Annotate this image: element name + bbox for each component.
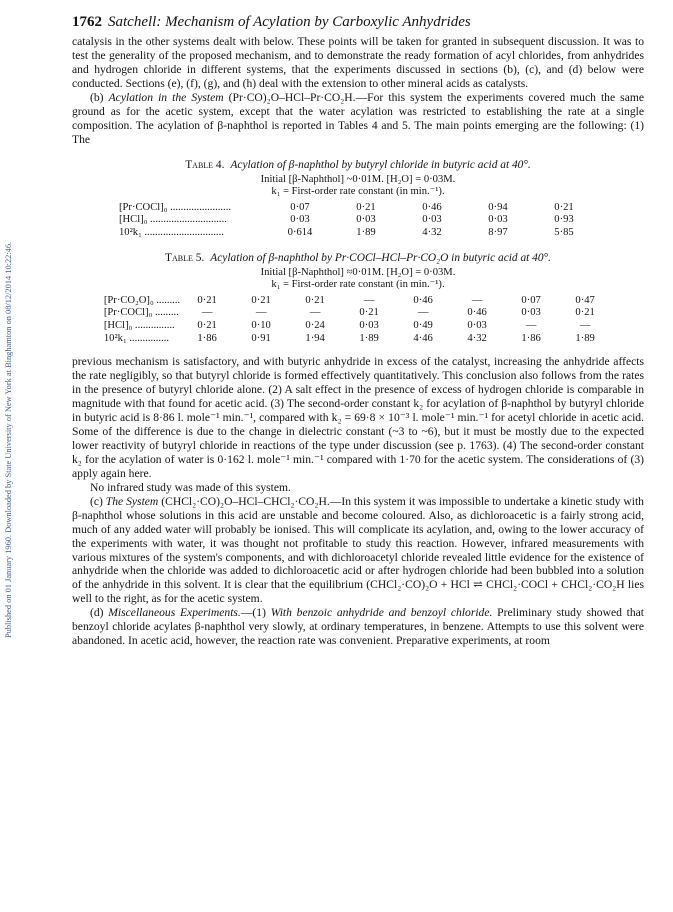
table-5-caption bbox=[72, 251, 644, 265]
row-label: [HCl]₀ ............................. bbox=[119, 214, 227, 226]
row-label: 10²k₁ .............................. bbox=[119, 227, 224, 238]
section-text-miscellaneous: Preliminary study showed that benzoyl chloride acylates β-naphthol very slowly, at ordinary temperatures, in benzene. Attempts to use this solvent were abandoned. In acetic acid, however, the reaction rate was convenient. Preparative experiments, at room bbox=[72, 606, 645, 648]
table-row bbox=[119, 214, 597, 227]
section-dash: —(1) bbox=[240, 606, 271, 620]
table-cell: 0·614 bbox=[287, 227, 313, 238]
table-5 bbox=[72, 251, 644, 346]
table-cell: 1·94 bbox=[305, 332, 325, 344]
table-cell: 0·21 bbox=[197, 294, 217, 306]
table-cell: 0·49 bbox=[413, 319, 433, 331]
running-title: Satchell: Mechanism of Acylation by Carboxylic Anhydrides bbox=[108, 14, 471, 30]
row-label: [HCl]₀ ............... bbox=[103, 319, 175, 331]
table-cell: — bbox=[201, 307, 213, 319]
table-cell: 0·03 bbox=[467, 319, 487, 331]
table-5-title: Acylation of β-naphthol by Pr·COCl–HCl–Pr·CO₂O in butyric acid at 40°. bbox=[210, 251, 551, 264]
table-cell: 0·21 bbox=[554, 201, 574, 213]
running-head bbox=[72, 12, 644, 32]
table-cell: 0·46 bbox=[467, 307, 487, 319]
table-cell: — bbox=[525, 319, 537, 331]
subsection-heading-benzoic: With benzoic anhydride and benzoyl chloride. bbox=[270, 606, 493, 620]
table-cell: 0·94 bbox=[488, 201, 508, 213]
table-row bbox=[104, 307, 612, 320]
table-4-caption bbox=[72, 158, 644, 172]
row-label: [Pr·COCl]₀ ......... bbox=[103, 307, 179, 319]
table-cell: — bbox=[417, 307, 429, 319]
table-4-conditions: Initial [β-Naphthol] ~0·01M. [H₂O] = 0·03M. bbox=[260, 173, 456, 185]
table-cell: 0·03 bbox=[521, 307, 541, 319]
table-cell: 0·21 bbox=[305, 294, 325, 306]
table-cell: 0·03 bbox=[290, 214, 310, 226]
table-cell: 4·32 bbox=[422, 227, 442, 238]
table-5-data bbox=[104, 295, 612, 345]
table-cell: 0·46 bbox=[413, 294, 433, 306]
table-cell: — bbox=[579, 319, 591, 331]
section-marker: (d) bbox=[90, 606, 109, 620]
section-marker: (c) bbox=[90, 494, 106, 508]
paragraph-dichloroacetic-system bbox=[72, 495, 644, 607]
table-cell: 0·21 bbox=[356, 201, 376, 213]
row-label: 10²k₁ ............... bbox=[103, 332, 170, 344]
table-cell: 1·89 bbox=[359, 332, 379, 344]
table-cell: 0·46 bbox=[422, 201, 442, 213]
table-row bbox=[104, 333, 612, 346]
table-cell: — bbox=[255, 307, 267, 319]
section-marker: (b) bbox=[90, 90, 109, 104]
table-5-label: Table 5. bbox=[165, 251, 205, 264]
table-cell: — bbox=[471, 294, 483, 306]
table-cell: 1·86 bbox=[197, 332, 217, 344]
table-cell: 5·85 bbox=[554, 227, 574, 238]
table-4 bbox=[72, 158, 644, 240]
table-5-conditions: Initial [β-Naphthol] ≈0·01M. [H₂O] = 0·03M. bbox=[260, 266, 456, 278]
table-cell: 8·97 bbox=[488, 227, 508, 238]
table-cell: 0·21 bbox=[359, 307, 379, 319]
table-cell: 0·07 bbox=[521, 294, 541, 306]
row-label: [Pr·COCl]₀ ....................... bbox=[119, 201, 231, 213]
table-4-rate-note: k₁ = First-order rate constant (in min.⁻¹). bbox=[271, 186, 445, 198]
paragraph-findings: previous mechanism is satisfactory, and with butyric anhydride in excess of the catalyst, increasing the anhydride affects the rate negligibly, so that butyryl chloride is formed effectively quantitatively. This conclusion also follows from the rates in the presence of butyryl chloride alone. (2) A salt effect in the presence of excess of hydrogen chloride is comparable in magnitude with that found for acetic acid. (3) The second-order constant k₂ for acylation of β-naphthol by butyryl chloride in butyric acid is 8·86 l. mole⁻¹ min.⁻¹, compared with k₂ = 69·8 × 10⁻³ l. mole⁻¹ min.⁻¹ for acetyl chloride in acetic acid. Some of the difference is due to the change in dielectric constant (~3 to ~6), but it must be mostly due to the expected lower reactivity of butyryl chloride in reactions of the type under discussion (see p. 1763). (4) The second-order constant k₂ for the acylation of water is 0·162 l. mole⁻¹ min.⁻¹ compared with 1·70 for the acetic system. The considerations of (3) apply again here. bbox=[72, 355, 644, 480]
table-cell: — bbox=[363, 294, 375, 306]
paragraph-miscellaneous bbox=[72, 606, 644, 648]
paragraph-no-infrared: No infrared study was made of this system. bbox=[90, 480, 291, 494]
table-cell: 0·03 bbox=[359, 319, 379, 331]
table-cell: 0·47 bbox=[575, 294, 595, 306]
table-row bbox=[104, 320, 612, 333]
table-row bbox=[104, 295, 612, 308]
page-number: 1762 bbox=[72, 14, 102, 30]
section-text-butyric: (Pr·CO)₂O–HCl–Pr·CO₂H.—For this system the experiments covered much the same ground as for the acetic system, except that the water acylation was restricted to establishing the rate at a single composition. The acylation of β-naphthol is reported in Tables 4 and 5. The main points emerging are the following: (1) The bbox=[72, 90, 645, 146]
table-4-title: Acylation of β-naphthol by butyryl chloride in butyric acid at 40°. bbox=[230, 158, 531, 171]
table-4-label: Table 4. bbox=[185, 158, 225, 171]
table-row bbox=[119, 202, 597, 215]
table-cell: 1·86 bbox=[521, 332, 541, 344]
table-cell: 0·24 bbox=[305, 319, 325, 331]
table-5-rate-note: k₁ = First-order rate constant (in min.⁻¹). bbox=[271, 279, 445, 291]
table-cell: 0·07 bbox=[290, 201, 310, 213]
table-cell: — bbox=[309, 307, 321, 319]
row-label: [Pr·CO₂O]₀ ......... bbox=[103, 294, 181, 306]
section-text-dichloroacetic: (CHCl₂·CO)₂O–HCl–CHCl₂·CO₂H.—In this system it was impossible to undertake a kinetic study with β-naphthol whose solutions in this acid are unstable and become coloured. Also, as dichloroacetic is a fairly strong acid, much of any added water will probably be ionised. This will complicate its acylation, and, owing to the lower accuracy of the experiments with water, it was thought not profitable to study this reaction. However, infrared measurements with various mixtures of the system's components, and with dichloroacetyl chloride revealed little evidence for the existence of anhydride when the chloride was added to dichloroacetic acid or after hydrogen chloride had been bubbled into a solution of the anhydride in this solvent. It is clear that the equilibrium (CHCl₂·CO)₂O + HCl ⇌ CHCl₂·COCl + CHCl₂·CO₂H lies well to the right, as for the acetic system. bbox=[72, 494, 644, 606]
download-notice: Published on 01 January 1960. Downloaded by State University of New York at Binghamton on 08/12/2014 10:22:46. bbox=[4, 241, 13, 639]
table-cell: 0·03 bbox=[422, 214, 442, 226]
table-cell: 0·03 bbox=[488, 214, 508, 226]
paragraph-intro: catalysis in the other systems dealt with below. These points will be taken for granted in subsequent discussion. It was to test the generality of the proposed mechanism, and to demonstrate the ready formation of acyl chlorides, from anhydrides and hydrogen chloride in different systems, that the experiments discussed in sections (b), (c), and (d) below were conducted. Sections (e), (f), (g), and (h) deal with the extension to other mineral acids as catalysts. bbox=[72, 35, 644, 90]
table-cell: 0·21 bbox=[251, 294, 271, 306]
table-cell: 1·89 bbox=[575, 332, 595, 344]
paragraph-butyric-system bbox=[72, 91, 644, 147]
table-cell: 0·91 bbox=[251, 332, 271, 344]
table-cell: 4·32 bbox=[467, 332, 487, 344]
section-heading-dichloroacetic: The System bbox=[105, 494, 159, 508]
table-row bbox=[119, 227, 597, 240]
table-cell: 0·93 bbox=[554, 214, 574, 226]
article-page bbox=[72, 12, 644, 648]
table-cell: 0·21 bbox=[197, 319, 217, 331]
table-cell: 0·10 bbox=[251, 319, 271, 331]
section-heading-butyric: Acylation in the System bbox=[108, 90, 224, 104]
table-4-data bbox=[119, 202, 597, 240]
table-cell: 4·46 bbox=[413, 332, 433, 344]
section-heading-miscellaneous: Miscellaneous Experiments. bbox=[108, 606, 241, 620]
table-cell: 0·03 bbox=[356, 214, 376, 226]
table-cell: 1·89 bbox=[356, 227, 376, 238]
table-cell: 0·21 bbox=[575, 307, 595, 319]
